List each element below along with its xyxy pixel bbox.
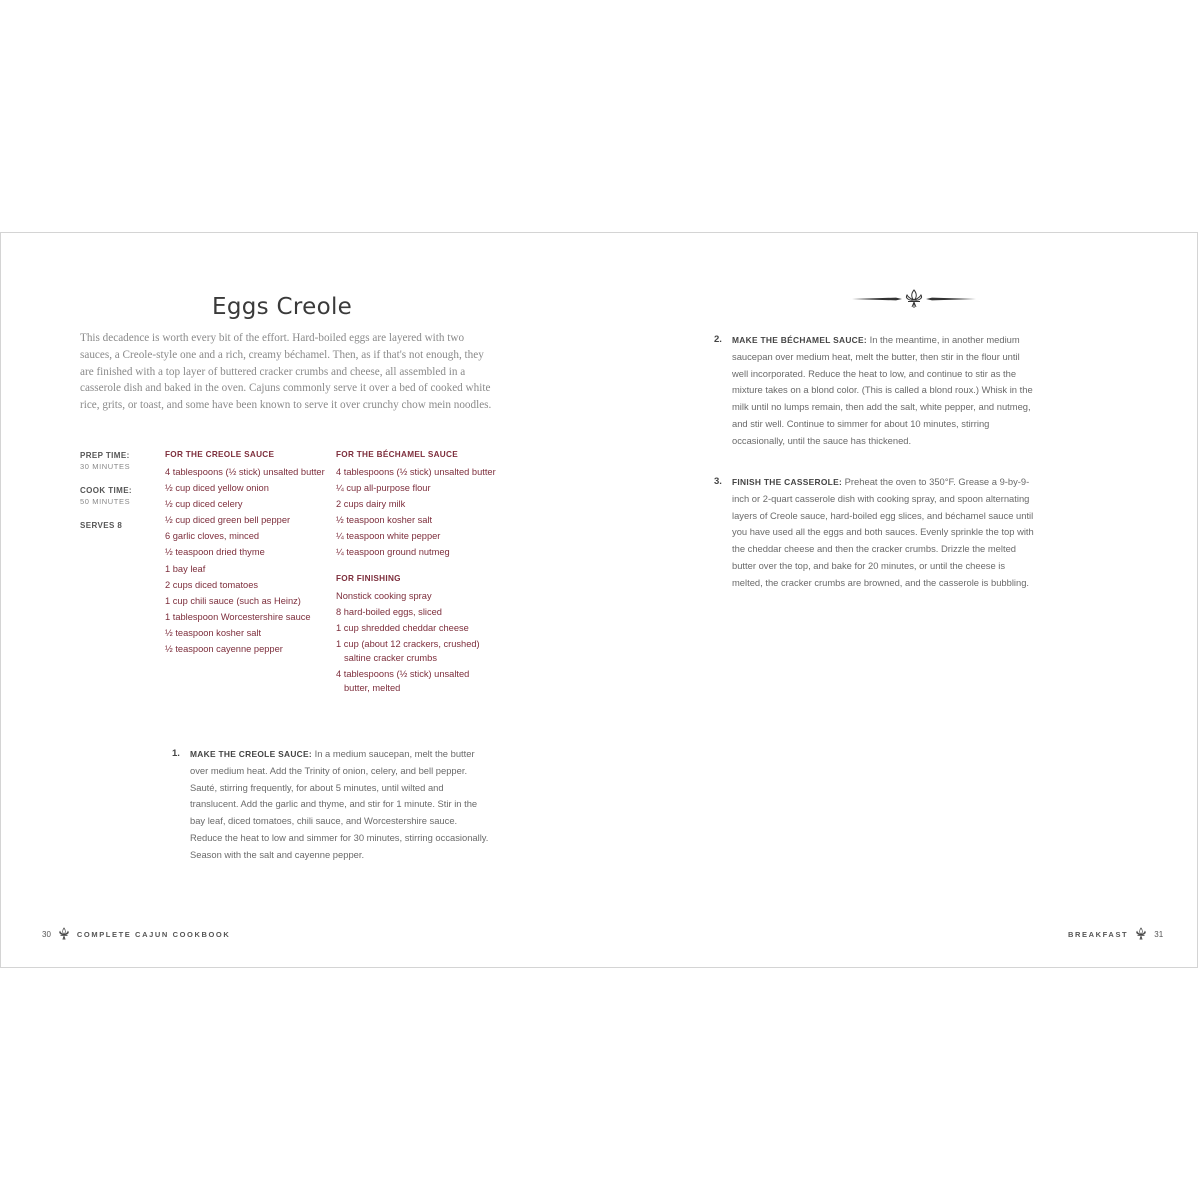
prep-time-label: PREP TIME: [80, 451, 130, 460]
step-2 [714, 332, 1036, 450]
ingredient-item: ¼ teaspoon white pepper [336, 531, 441, 542]
ingredient-item: ½ teaspoon kosher salt [336, 515, 433, 526]
ingredient-item: ½ cup diced celery [165, 499, 243, 510]
footer-right [1068, 927, 1163, 941]
step-number: 3. [714, 476, 722, 487]
chapter-title-footer: BREAKFAST [1068, 929, 1129, 939]
cook-time-label: COOK TIME: [80, 486, 132, 495]
ingredient-item: 1 cup chili sauce (such as Heinz) [165, 595, 301, 606]
book-title-footer: COMPLETE CAJUN COOKBOOK [76, 929, 231, 939]
ingredient-item: 1 cup (about 12 crackers, crushed) saltine cracker crumbs [336, 639, 480, 663]
fleur-de-lis-icon [57, 927, 71, 941]
ingredient-item: 8 hard-boiled eggs, sliced [336, 607, 442, 618]
step-number: 1. [172, 748, 180, 759]
ingredient-item: Nonstick cooking spray [336, 591, 432, 602]
ingredient-item: 2 cups dairy milk [336, 499, 406, 510]
servings-label: SERVES 8 [80, 521, 123, 530]
page-number-left: 30 [42, 929, 51, 939]
step-heading: FINISH THE CASSEROLE: [732, 477, 843, 487]
bechamel-sauce-heading: FOR THE BÉCHAMEL SAUCE [336, 450, 458, 459]
ingredient-item: ½ teaspoon dried thyme [165, 547, 265, 558]
finishing-heading: FOR FINISHING [336, 574, 401, 584]
ingredient-item: 1 tablespoon Worcestershire sauce [165, 611, 311, 622]
ingredient-item: 4 tablespoons (½ stick) unsalted butter [165, 467, 325, 477]
ingredient-item: ¼ cup all-purpose flour [336, 483, 431, 494]
step-text: In a medium saucepan, melt the butter over medium heat. Add the Trinity of onion, celery, and bell pepper. Sauté, stirring frequently, for about 5 minutes, until wilted and translucent. Add the garlic and thyme, and stir for 1 minute. Stir in the bay leaf, diced tomatoes, chili sauce, and Worcestershire sauce. Reduce the heat to low and simmer for 30 minutes, stirring occasionally. Season with the salt and cayenne pepper. [190, 748, 489, 860]
cook-time [80, 485, 160, 507]
step-number: 2. [714, 334, 722, 345]
ingredient-item: 4 tablespoons (½ stick) unsalted butter, melted [336, 669, 470, 693]
bechamel-and-finishing-ingredients [336, 450, 496, 698]
step-heading: MAKE THE CREOLE SAUCE: [190, 749, 312, 759]
fleur-de-lis-divider-icon [852, 288, 976, 310]
ingredient-item: ½ teaspoon kosher salt [165, 627, 262, 638]
creole-sauce-ingredients [165, 450, 325, 659]
recipe-meta [80, 450, 160, 544]
ingredient-item: ½ cup diced green bell pepper [165, 515, 291, 526]
ingredient-list [336, 466, 496, 560]
footer-left [42, 927, 230, 941]
creole-sauce-heading: FOR THE CREOLE SAUCE [165, 450, 275, 459]
ingredient-item: ¼ teaspoon ground nutmeg [336, 547, 450, 558]
ingredient-item: ½ cup diced yellow onion [165, 483, 269, 494]
prep-time-value: 30 MINUTES [80, 462, 131, 471]
ingredient-item: 4 tablespoons (½ stick) unsalted butter [336, 467, 496, 477]
page-number-right: 31 [1154, 929, 1164, 939]
ingredient-item: 1 bay leaf [165, 563, 206, 574]
step-text: In the meantime, in another medium saucepan over medium heat, melt the butter, then stir in the flour until well incorporated. Reduce the heat to low, and continue to stir as the mixture takes on a blond color. (This is called a blond roux.) Whisk in the milk until no lumps remain, then add the salt, white pepper, and nutmeg, and stir well. Continue to simmer for about 10 minutes, stirring occasionally, until the sauce has thickened. [732, 334, 1033, 446]
ingredient-item: ½ teaspoon cayenne pepper [165, 644, 283, 655]
step-3 [714, 474, 1036, 592]
recipe-intro: This decadence is worth every bit of the effort. Hard-boiled eggs are layered with two sauces, a Creole-style one and a rich, creamy béchamel. Then, as if that's not enough, they are finished with a top layer of buttered cracker crumbs and cheese, all assembled in a casserole dish and baked in the oven. Cajuns commonly serve it over a bed of cooked white rice, grits, or toast, and some have been known to serve it over crunchy chow mein noodles. [80, 332, 492, 412]
servings [80, 520, 160, 531]
ingredient-item: 1 cup shredded cheddar cheese [336, 623, 469, 634]
fleur-de-lis-icon [1134, 927, 1148, 941]
step-1 [172, 746, 490, 864]
ingredient-item: 2 cups diced tomatoes [165, 579, 259, 590]
step-text: Preheat the oven to 350°F. Grease a 9-by-9-inch or 2-quart casserole dish with cooking spray, and spoon alternating layers of Creole sauce, hard-boiled egg slices, and béchamel sauce until you have used all the eggs and both sauces. Evenly sprinkle the top with the cheddar cheese and then the cracker crumbs. Drizzle the melted butter over the top, and bake for 20 minutes, or until the cheese is melted, the cracker crumbs are browned, and the casserole is bubbling. [732, 476, 1034, 588]
ingredient-item: 6 garlic cloves, minced [165, 531, 260, 542]
step-heading: MAKE THE BÉCHAMEL SAUCE: [732, 335, 867, 345]
recipe-title: Eggs Creole [212, 294, 353, 320]
cook-time-value: 50 MINUTES [80, 497, 131, 506]
prep-time [80, 450, 160, 472]
ingredient-list [165, 466, 325, 657]
ingredient-list [336, 590, 496, 695]
